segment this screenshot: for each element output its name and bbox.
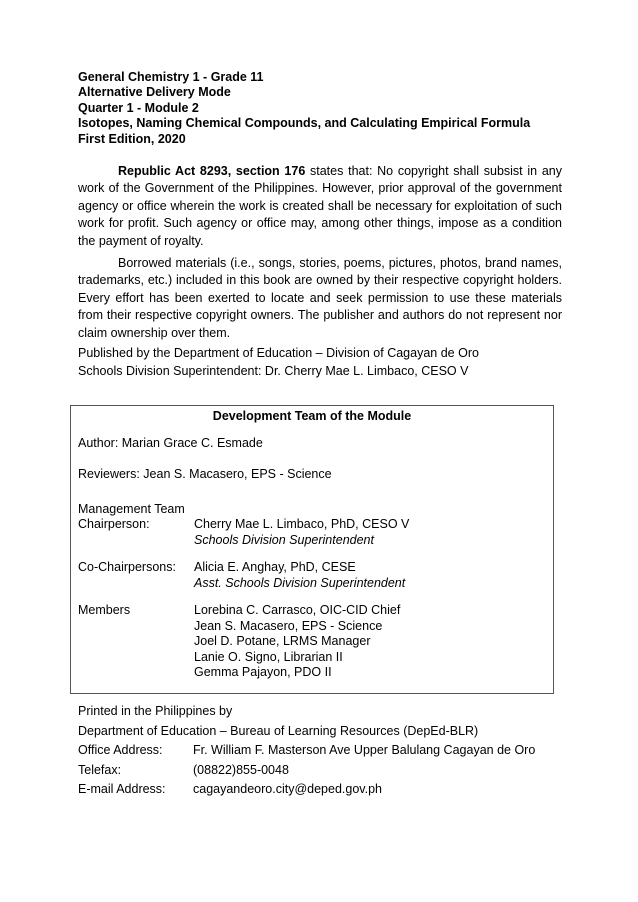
team-title: Development Team of the Module [212, 409, 412, 423]
copyright-text: states that: No copyright shall subsist in any work of the Government of the Philippines. However, prior approval of the government agency or office wherein the work is created shall be necessary for exploitation of such work for profit. Such agency or office may, among other things, impose as a condition the payment of royalty. [78, 164, 562, 248]
development-team-box [70, 405, 554, 694]
borrowed-materials-paragraph [78, 255, 562, 342]
printed-line: Printed in the Philippines by [78, 704, 233, 718]
office-address-value: Fr. William F. Masterson Ave Upper Balulang Cagayan de Oro [193, 743, 536, 757]
co-chairperson-name: Alicia E. Anghay, PhD, CESE [194, 560, 356, 574]
members-list [194, 603, 400, 681]
email-value[interactable]: cagayandeoro.city@deped.gov.ph [193, 782, 382, 796]
superintendent-line: Schools Division Superintendent: Dr. Cherry Mae L. Limbaco, CESO V [78, 363, 469, 378]
reviewers-line: Reviewers: Jean S. Macasero, EPS - Science [78, 467, 332, 481]
co-chairperson-title: Asst. Schools Division Superintendent [194, 575, 406, 590]
module-title: Isotopes, Naming Chemical Compounds, and Calculating Empirical Formula [78, 116, 531, 131]
office-address-row [78, 741, 536, 761]
module-header [78, 70, 578, 147]
printer-info [78, 702, 536, 800]
edition: First Edition, 2020 [78, 131, 186, 146]
borrowed-text: Borrowed materials (i.e., songs, stories, poems, pictures, photos, brand names, trademarks, etc.) included in this book are owned by their respective copyright holders. Every effort has been exerted to locate and seek permission to use these materials from their respective copyright owners. The publisher and authors do not represent nor claim ownership over them. [78, 256, 562, 340]
subject-title: General Chemistry 1 - Grade 11 [78, 70, 264, 84]
chairperson-info [194, 517, 409, 548]
chairperson-name: Cherry Mae L. Limbaco, PhD, CESO V [194, 517, 410, 531]
co-chairpersons-label: Co-Chairpersons: [78, 560, 176, 574]
email-label: E-mail Address: [78, 782, 166, 796]
publisher-line: Published by the Department of Education – Division of Cagayan de Oro [78, 346, 479, 360]
member-item: Jean S. Macasero, EPS - Science [194, 618, 383, 633]
publisher-info [78, 345, 479, 380]
bureau-line: Department of Education – Bureau of Learning Resources (DepEd-BLR) [78, 723, 479, 738]
copyright-lead: Republic Act 8293, section 176 [118, 164, 306, 178]
management-team-label: Management Team [78, 502, 185, 516]
telefax-row [78, 761, 478, 781]
office-address-label: Office Address: [78, 743, 163, 757]
delivery-mode: Alternative Delivery Mode [78, 85, 231, 100]
copyright-paragraph [78, 163, 562, 250]
telefax-label: Telefax: [78, 762, 122, 777]
author-line: Author: Marian Grace C. Esmade [78, 436, 263, 450]
co-chairperson-info [194, 560, 405, 591]
member-item: Lorebina C. Carrasco, OIC-CID Chief [194, 603, 401, 617]
member-item: Joel D. Potane, LRMS Manager [194, 634, 371, 648]
member-item: Lanie O. Signo, Librarian II [194, 649, 343, 664]
quarter-module: Quarter 1 - Module 2 [78, 100, 199, 115]
telefax-value: (08822)855-0048 [193, 762, 289, 777]
chairperson-label: Chairperson: [78, 517, 150, 531]
member-item: Gemma Pajayon, PDO II [194, 665, 332, 679]
chairperson-title: Schools Division Superintendent [194, 532, 374, 547]
email-row [78, 780, 478, 800]
members-label: Members [78, 603, 131, 617]
